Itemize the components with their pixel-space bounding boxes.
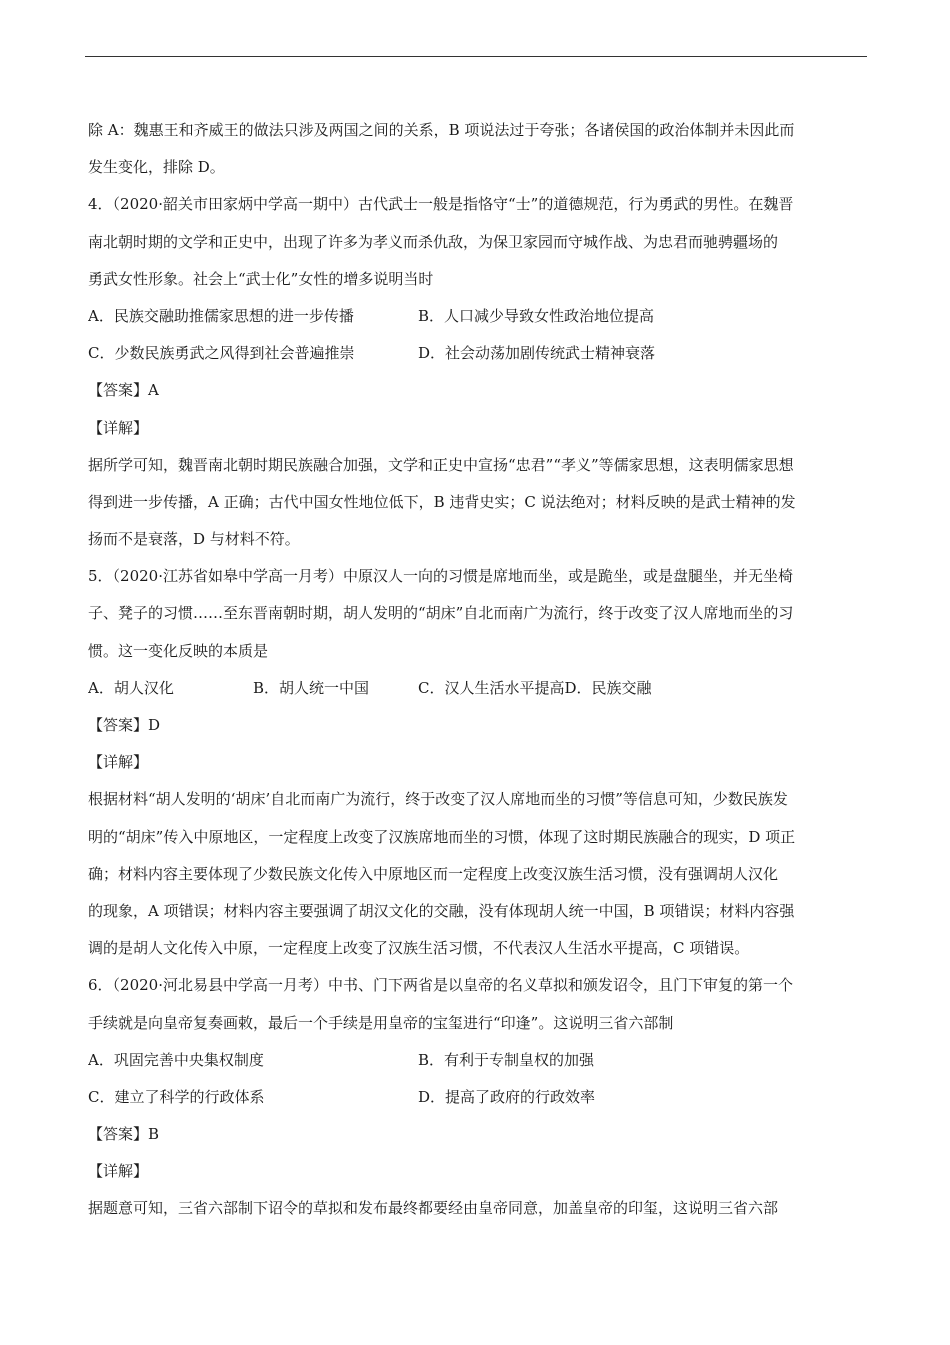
detail-label: 【详解】 [88, 1162, 149, 1181]
options-row [88, 670, 868, 707]
option-c: C．汉人生活水平提高 [418, 678, 565, 697]
detail-line: 明的“胡床”传入中原地区，一定程度上改变了汉族席地而坐的习惯，体现了这时期民族融合的现实，D 项正 [88, 827, 796, 846]
options-row [88, 335, 868, 372]
document-body [88, 112, 868, 1228]
question-stem-line: 勇武女性形象。社会上“武士化”女性的增多说明当时 [88, 269, 434, 288]
question-stem-line: 6．（2020·河北易县中学高一月考）中书、门下两省是以皇帝的名义草拟和颁发诏令，且门下审复的第一个 [88, 976, 793, 995]
intro-line-2: 发生变化，排除 D。 [88, 158, 225, 177]
answer-label: 【答案】D [88, 716, 161, 734]
options-row [88, 1042, 868, 1079]
option-a: A．民族交融助推儒家思想的进一步传播 [88, 306, 354, 325]
option-b: B．人口减少导致女性政治地位提高 [418, 306, 655, 325]
question-stem-line: 5．（2020·江苏省如皋中学高一月考）中原汉人一向的习惯是席地而坐，或是跪坐，或是盘腿坐，并无坐椅 [88, 567, 793, 586]
options-row [88, 298, 868, 335]
detail-label: 【详解】 [88, 418, 149, 437]
question-6 [88, 967, 868, 1227]
detail-line: 调的是胡人文化传入中原，一定程度上改变了汉族生活习惯，不代表汉人生活水平提高，C 项错误。 [88, 939, 750, 958]
question-5 [88, 558, 868, 967]
detail-line: 得到进一步传播，A 正确；古代中国女性地位低下，B 违背史实；C 说法绝对；材料反映的是武士精神的发 [88, 492, 796, 511]
header-rule [85, 56, 867, 57]
question-stem-line: 4．（2020·韶关市田家炳中学高一期中）古代武士一般是指恪守“士”的道德规范，行为勇武的男性。在魏晋 [88, 195, 794, 214]
question-stem-line: 手续就是向皇帝复奏画敕，最后一个手续是用皇帝的宝玺进行“印逢”。这说明三省六部制 [88, 1013, 674, 1032]
question-4 [88, 186, 868, 558]
detail-label: 【详解】 [88, 753, 149, 772]
question-stem-line: 子、凳子的习惯……至东晋南朝时期，胡人发明的“胡床”自北而南广为流行，终于改变了汉人席地而坐的习 [88, 604, 794, 623]
option-d: D．提高了政府的行政效率 [418, 1087, 596, 1106]
detail-line: 确；材料内容主要体现了少数民族文化传入中原地区而一定程度上改变汉族生活习惯，没有强调胡人汉化 [88, 864, 779, 883]
detail-line: 的现象，A 项错误；材料内容主要强调了胡汉文化的交融，没有体现胡人统一中国，B 项错误；材料内容强 [88, 901, 795, 920]
question-stem-line: 南北朝时期的文学和正史中，出现了许多为孝义而杀仇敌，为保卫家园而守城作战、为忠君而驰骋疆场的 [88, 232, 779, 251]
option-b: B．胡人统一中国 [253, 678, 370, 697]
option-b: B．有利于专制皇权的加强 [418, 1050, 595, 1069]
detail-line: 据题意可知，三省六部制下诏令的草拟和发布最终都要经由皇帝同意，加盖皇帝的印玺，这说明三省六部 [88, 1199, 779, 1218]
option-a: A．巩固完善中央集权制度 [88, 1050, 264, 1069]
answer-label: 【答案】A [88, 381, 159, 400]
detail-line: 扬而不是衰落，D 与材料不符。 [88, 530, 300, 549]
option-c: C．建立了科学的行政体系 [88, 1087, 265, 1106]
option-d: D．民族交融 [564, 678, 652, 697]
option-d: D．社会动荡加剧传统武士精神衰落 [418, 344, 656, 363]
answer-label: 【答案】B [88, 1125, 160, 1144]
option-c: C．少数民族勇武之风得到社会普遍推崇 [88, 344, 355, 363]
detail-line: 根据材料“胡人发明的‘胡床’自北而南广为流行，终于改变了汉人席地而坐的习惯”等信息可知，少数民族发 [88, 790, 788, 809]
intro-line-1: 除 A：魏惠王和齐威王的做法只涉及两国之间的关系，B 项说法过于夸张；各诸侯国的政治体制并未因此而 [88, 121, 795, 139]
detail-line: 据所学可知，魏晋南北朝时期民族融合加强，文学和正史中宣扬“忠君”“孝义”等儒家思想，这表明儒家思想 [88, 455, 794, 474]
option-a: A．胡人汉化 [88, 678, 174, 697]
options-row [88, 1079, 868, 1116]
question-stem-line: 惯。这一变化反映的本质是 [88, 641, 269, 660]
